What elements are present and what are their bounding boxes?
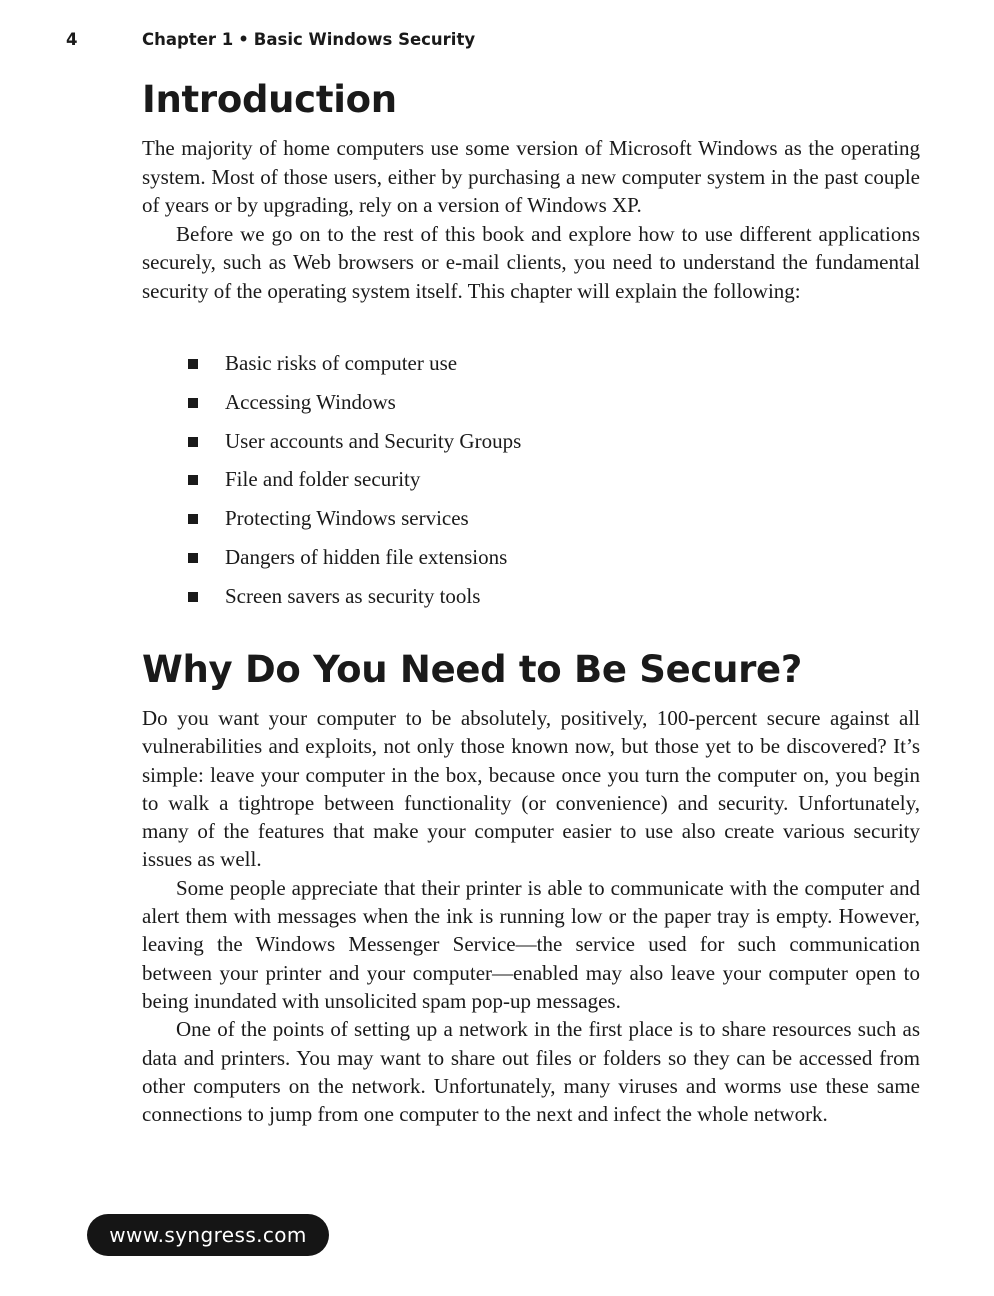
page-number: 4 [66,30,78,49]
topic-list [188,348,521,620]
section-heading-why-secure: Why Do You Need to Be Secure? [142,648,803,691]
list-item-text: Accessing Windows [225,389,396,414]
list-item [188,387,521,426]
list-item-text: Screen savers as security tools [225,583,481,608]
chapter-label: Chapter 1 [142,30,234,49]
chapter-title: Basic Windows Security [253,30,476,49]
list-item-text: Basic risks of computer use [225,351,458,375]
bullet-square-icon [188,437,198,447]
running-header [66,30,475,49]
paragraph: Some people appreciate that their printer is able to communicate with the computer and alert them with messages when the ink is running low or the paper tray is empty. However, leaving the Windows Messenger Service—the service used for such communication between your printer and your computer—enabled may also leave your computer open to being inundated with unsolicited spam pop-up messages. [142,875,920,1013]
paragraph: Do you want your computer to be absolutely, positively, 100-percent secure against all vulnerabilities and exploits, not only those known now, but those yet to be discovered? It’s simple: leave your computer in the box, because once you turn the computer on, you begin to walk a tightrope between functionality (or convenience) and security. Unfortunately, many of the features that make your computer easier to use also create various security issues as well. [142,706,920,872]
list-item [188,426,521,465]
list-item [188,503,521,542]
bullet-square-icon [188,359,198,369]
bullet-square-icon [188,553,198,563]
paragraph: Before we go on to the rest of this book and explore how to use different applications securely, such as Web browsers or e-mail clients, you need to understand the fundamental security of the operating system itself. This chapter will explain the following: [142,221,920,303]
bullet-square-icon [188,514,198,524]
why-secure-body [142,704,920,1128]
bullet-square-icon [188,398,198,408]
list-item-text: User accounts and Security Groups [225,428,522,453]
header-separator: • [238,30,249,49]
bullet-square-icon [188,475,198,485]
list-item-text: File and folder security [225,467,421,492]
publisher-url-badge [87,1214,329,1256]
list-item [188,348,521,387]
list-item [188,581,521,620]
section-heading-introduction: Introduction [142,78,397,121]
bullet-square-icon [188,592,198,602]
list-item [188,464,521,503]
list-item-text: Protecting Windows services [225,506,469,531]
introduction-body [142,134,920,305]
list-item [188,542,521,581]
paragraph: The majority of home computers use some version of Microsoft Windows as the operating system. Most of those users, either by purchasing a new computer system in the past couple of years or by upgrading, rely on a version of Windows XP. [142,136,920,217]
list-item-text: Dangers of hidden file extensions [225,544,508,569]
publisher-url: www.syngress.com [109,1223,307,1247]
paragraph: One of the points of setting up a network in the first place is to share resources such as data and printers. You may want to share out files or folders so they can be accessed from other computers on the network. Unfortunately, many viruses and worms use these same connections to jump from one computer to the next and infect the whole network. [142,1017,920,1127]
